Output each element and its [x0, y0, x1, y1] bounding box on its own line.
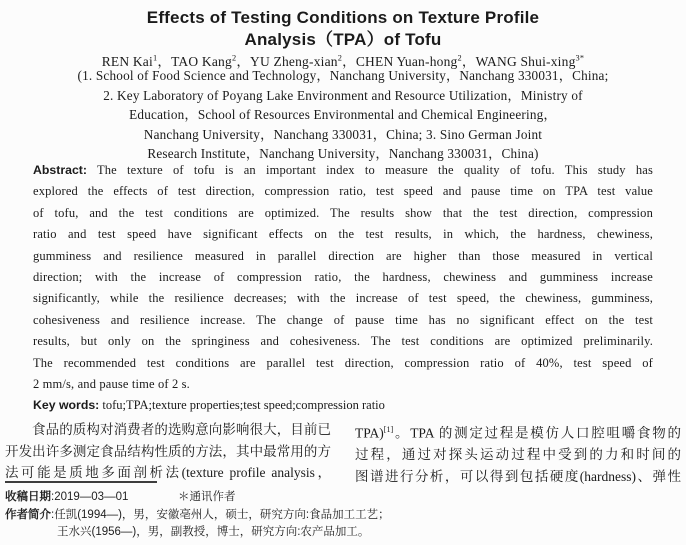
body-column-right	[355, 419, 681, 487]
abstract-line: direction; with the increase of compression ratio, the hardness, chewiness and gumminess increase	[33, 270, 653, 285]
author-superscript: 1	[152, 53, 158, 63]
body-text: TPA)	[355, 425, 384, 441]
received-date	[5, 491, 128, 503]
affiliation-line: Nanchang University，Nanchang 330031，China; 3. Sino German Joint	[143, 126, 543, 142]
body-line	[355, 419, 681, 444]
abstract-line: 2 mm/s, and pause time of 2 s.	[33, 377, 190, 392]
keywords-label: Key words:	[33, 398, 100, 413]
body-columns	[5, 419, 681, 487]
author-separator: ，	[236, 54, 251, 69]
affiliation-line: 2. Key Laboratory of Poyang Lake Environment and Resource Utilization，Ministry of	[103, 87, 583, 103]
author-separator: ，	[461, 54, 476, 69]
body-line: 过程，通过对探头运动过程中受到的力和时间的	[355, 447, 681, 462]
received-date-value: :2019—03—01	[51, 491, 129, 503]
paper-title-line1: Effects of Testing Conditions on Texture Profile	[146, 8, 540, 27]
author-bio-text: :任凯(1994—)，男，安徽亳州人，硕士，研究方向:食品加工工艺；	[51, 508, 390, 521]
body-column-left	[5, 419, 331, 487]
received-date-label: 收稿日期	[5, 491, 51, 503]
corresponding-author-note: ＊通讯作者	[178, 491, 236, 503]
abstract-label: Abstract:	[33, 163, 87, 177]
body-line: 图谱进行分析，可以得到包括硬度(hardness)、弹性	[355, 468, 681, 484]
author-separator: ，	[157, 54, 172, 69]
footnote	[5, 489, 681, 542]
body-line: 法可能是质地多面剖析法(texture profile analysis，	[5, 465, 331, 480]
keywords-line	[33, 395, 653, 416]
reference-superscript: [1]	[383, 425, 394, 434]
author-separator: ，	[342, 54, 356, 69]
author-name: YU Zheng-xian	[250, 54, 338, 69]
paper-title	[0, 7, 686, 51]
affiliation-line: Education，School of Resources Environmental and Chemical Engineering，	[129, 107, 557, 122]
author-bio-label: 作者简介	[5, 508, 51, 521]
footnote-line	[5, 489, 681, 507]
author-name: REN Kai	[101, 54, 153, 69]
abstract-section	[33, 160, 653, 417]
keywords-text: tofu;TPA;texture properties;test speed;compression ratio	[102, 398, 385, 413]
affiliations	[0, 66, 686, 164]
affiliation-line: Research Institute，Nanchang University，Nanchang 330031，China)	[147, 146, 539, 161]
author-superscript: 2	[337, 53, 343, 63]
footnote-divider	[5, 481, 157, 483]
abstract-text: The texture of tofu is an important index to measure the quality of tofu. This study has	[96, 163, 653, 177]
author-name: TAO Kang	[171, 54, 232, 69]
abstract-line: cohesiveness and resilience increase. The change of pause time has no significant effect on the test	[33, 312, 653, 327]
footnote-line	[5, 507, 681, 525]
abstract-line	[33, 160, 653, 181]
abstract-line: results, but only on the springiness and cohesiveness. The test conditions are optimized preliminarily.	[33, 334, 653, 349]
body-line: 开发出许多测定食品结构性质的方法，其中最常用的方	[5, 443, 331, 459]
affiliation-line: (1. School of Food Science and Technology，Nanchang University，Nanchang 330031，China;	[77, 68, 609, 83]
paper-title-line2: Analysis（TPA）of Tofu	[244, 30, 442, 49]
footnote-line: 王水兴(1956—)，男，副教授，博士，研究方向:农产品加工。	[57, 526, 370, 538]
author-superscript: 2	[457, 53, 462, 63]
body-line: 食品的质构对消费者的选购意向影响很大，目前已	[32, 422, 331, 437]
abstract-line: The recommended test conditions are parallel test direction, compression ratio of 40%, test speed of	[33, 355, 653, 370]
abstract-line: of tofu, and the test conditions are optimized. The results show that the test direction, compression	[33, 205, 653, 220]
author-name: WANG Shui-xing	[475, 54, 576, 69]
body-text: 。TPA 的测定过程是模仿人口腔咀嚼食物的	[393, 425, 681, 441]
abstract-line: ratio and test speed have significant effects on the test results, in which, the hardness, chewiness,	[33, 227, 653, 242]
author-superscript: 2	[231, 53, 237, 63]
author-superscript: 3*	[575, 53, 585, 63]
author-name: CHEN Yuan-hong	[355, 54, 458, 69]
abstract-line: significantly, while the resilience decreases; with the increase of test speed, the chewiness, gumminess,	[33, 291, 653, 306]
abstract-line: explored the effects of test direction, compression ratio, test speed and pause time on TPA test value	[33, 184, 653, 199]
abstract-line: gumminess and resilience measured in parallel direction are higher than those measured in vertical	[33, 248, 653, 263]
